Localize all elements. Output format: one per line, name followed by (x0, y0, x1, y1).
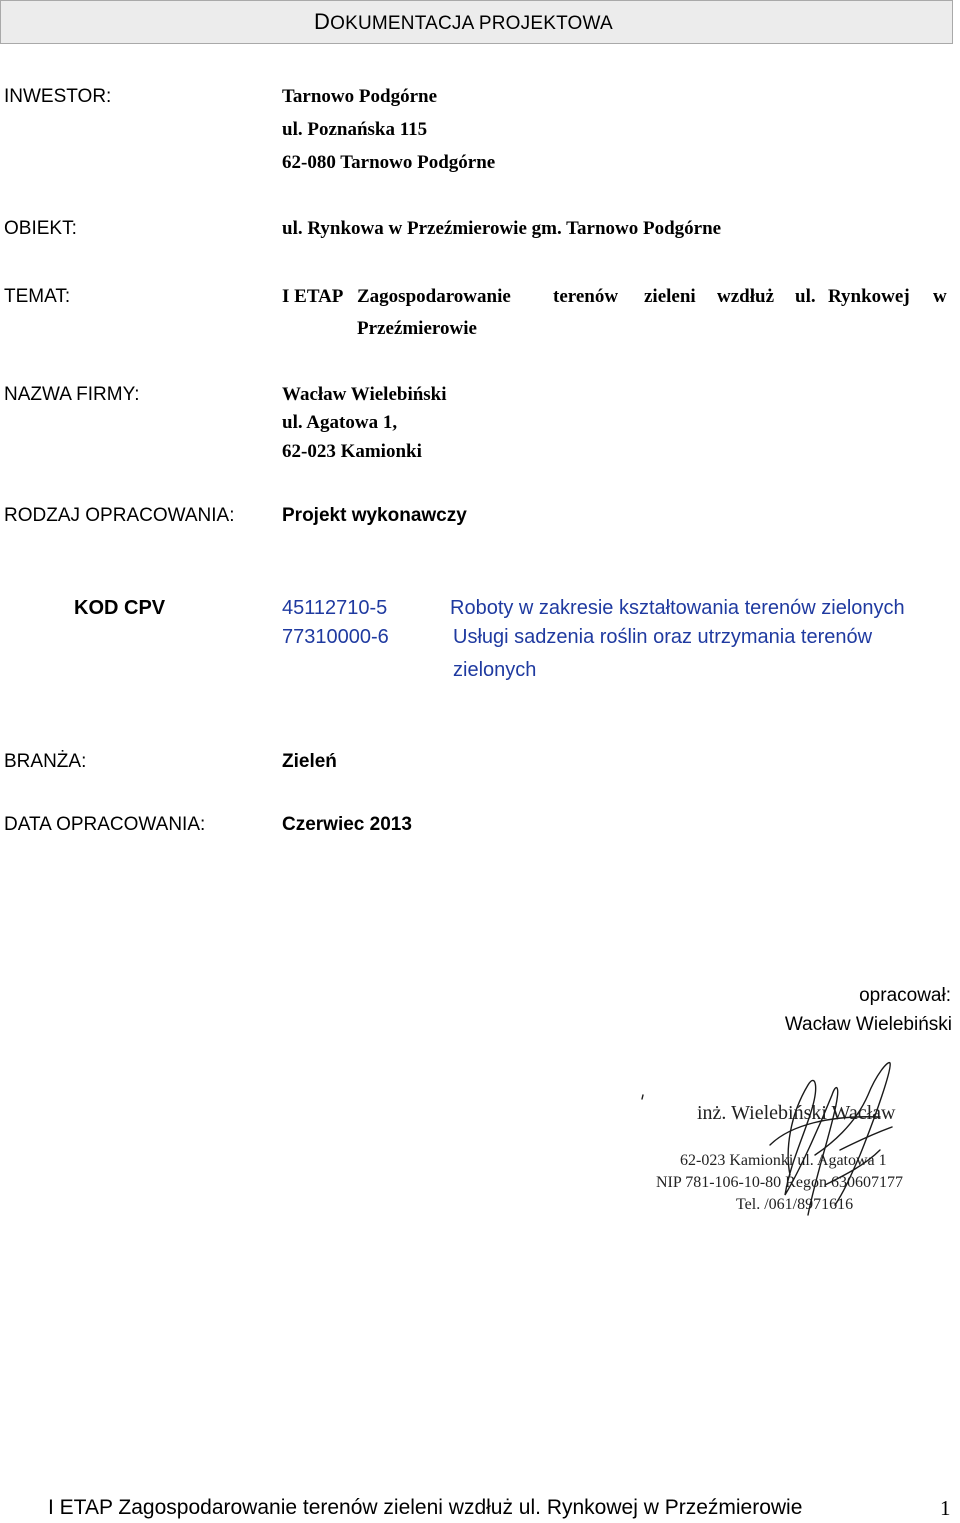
firma-line-3: 62-023 Kamionki (282, 441, 422, 462)
cpv-desc-2: Usługi sadzenia roślin oraz utrzymania terenów (453, 626, 873, 648)
document-title: DOKUMENTACJA PROJEKTOWA (314, 9, 613, 34)
rodzaj-value: Projekt wykonawczy (282, 505, 467, 526)
temat-word-6: ul. (795, 286, 816, 307)
temat-label: TEMAT: (4, 286, 71, 307)
stamp-line-1: inż. Wielebiński Wacław (697, 1102, 896, 1124)
stamp-line-3: NIP 781-106-10-80 Regon 630607177 (656, 1174, 903, 1191)
cpv-desc-1: Roboty w zakresie kształtowania terenów zielonych (450, 597, 905, 619)
handwritten-signature (640, 1055, 960, 1225)
stamp-line-2: 62-023 Kamionki ul. Agatowa 1 (680, 1152, 887, 1169)
signature-stamp (640, 1055, 960, 1225)
rodzaj-label: RODZAJ OPRACOWANIA: (4, 505, 235, 526)
document-header (0, 0, 953, 44)
firma-label: NAZWA FIRMY: (4, 384, 140, 405)
branza-label: BRANŻA: (4, 751, 87, 772)
author-name: Wacław Wielebiński (784, 1014, 952, 1035)
temat-line-2: Przeźmierowie (357, 318, 477, 339)
temat-word-1: I ETAP (282, 286, 344, 307)
temat-word-7: Rynkowej (828, 286, 910, 307)
temat-word-8: w (933, 286, 947, 307)
cpv-code-2: 77310000-6 (282, 626, 389, 648)
cpv-desc-2-cont: zielonych (453, 659, 537, 681)
cpv-label: KOD CPV (74, 597, 166, 619)
inwestor-line-2: ul. Poznańska 115 (282, 119, 428, 140)
branza-value: Zieleń (282, 751, 337, 772)
temat-word-5: wzdłuż (717, 286, 774, 307)
obiekt-label: OBIEKT: (4, 218, 77, 239)
author-label: opracował: (859, 985, 951, 1006)
data-value: Czerwiec 2013 (282, 814, 412, 835)
obiekt-value: ul. Rynkowa w Przeźmierowie gm. Tarnowo Podgórne (282, 218, 722, 239)
cpv-code-1: 45112710-5 (282, 597, 388, 619)
data-label: DATA OPRACOWANIA: (4, 814, 206, 835)
inwestor-label: INWESTOR: (4, 86, 112, 107)
temat-word-4: zieleni (644, 286, 696, 307)
footer-title: I ETAP Zagospodarowanie terenów zieleni wzdłuż ul. Rynkowej w Przeźmierowie (48, 1496, 803, 1519)
inwestor-line-1: Tarnowo Podgórne (282, 86, 438, 107)
firma-line-1: Wacław Wielebiński (282, 384, 447, 405)
page-number: 1 (940, 1496, 951, 1520)
temat-word-2: Zagospodarowanie (357, 286, 511, 307)
inwestor-line-3: 62-080 Tarnowo Podgórne (282, 152, 496, 173)
firma-line-2: ul. Agatowa 1, (282, 412, 398, 433)
temat-word-3: terenów (553, 286, 619, 307)
stamp-line-4: Tel. /061/8971616 (736, 1196, 854, 1213)
